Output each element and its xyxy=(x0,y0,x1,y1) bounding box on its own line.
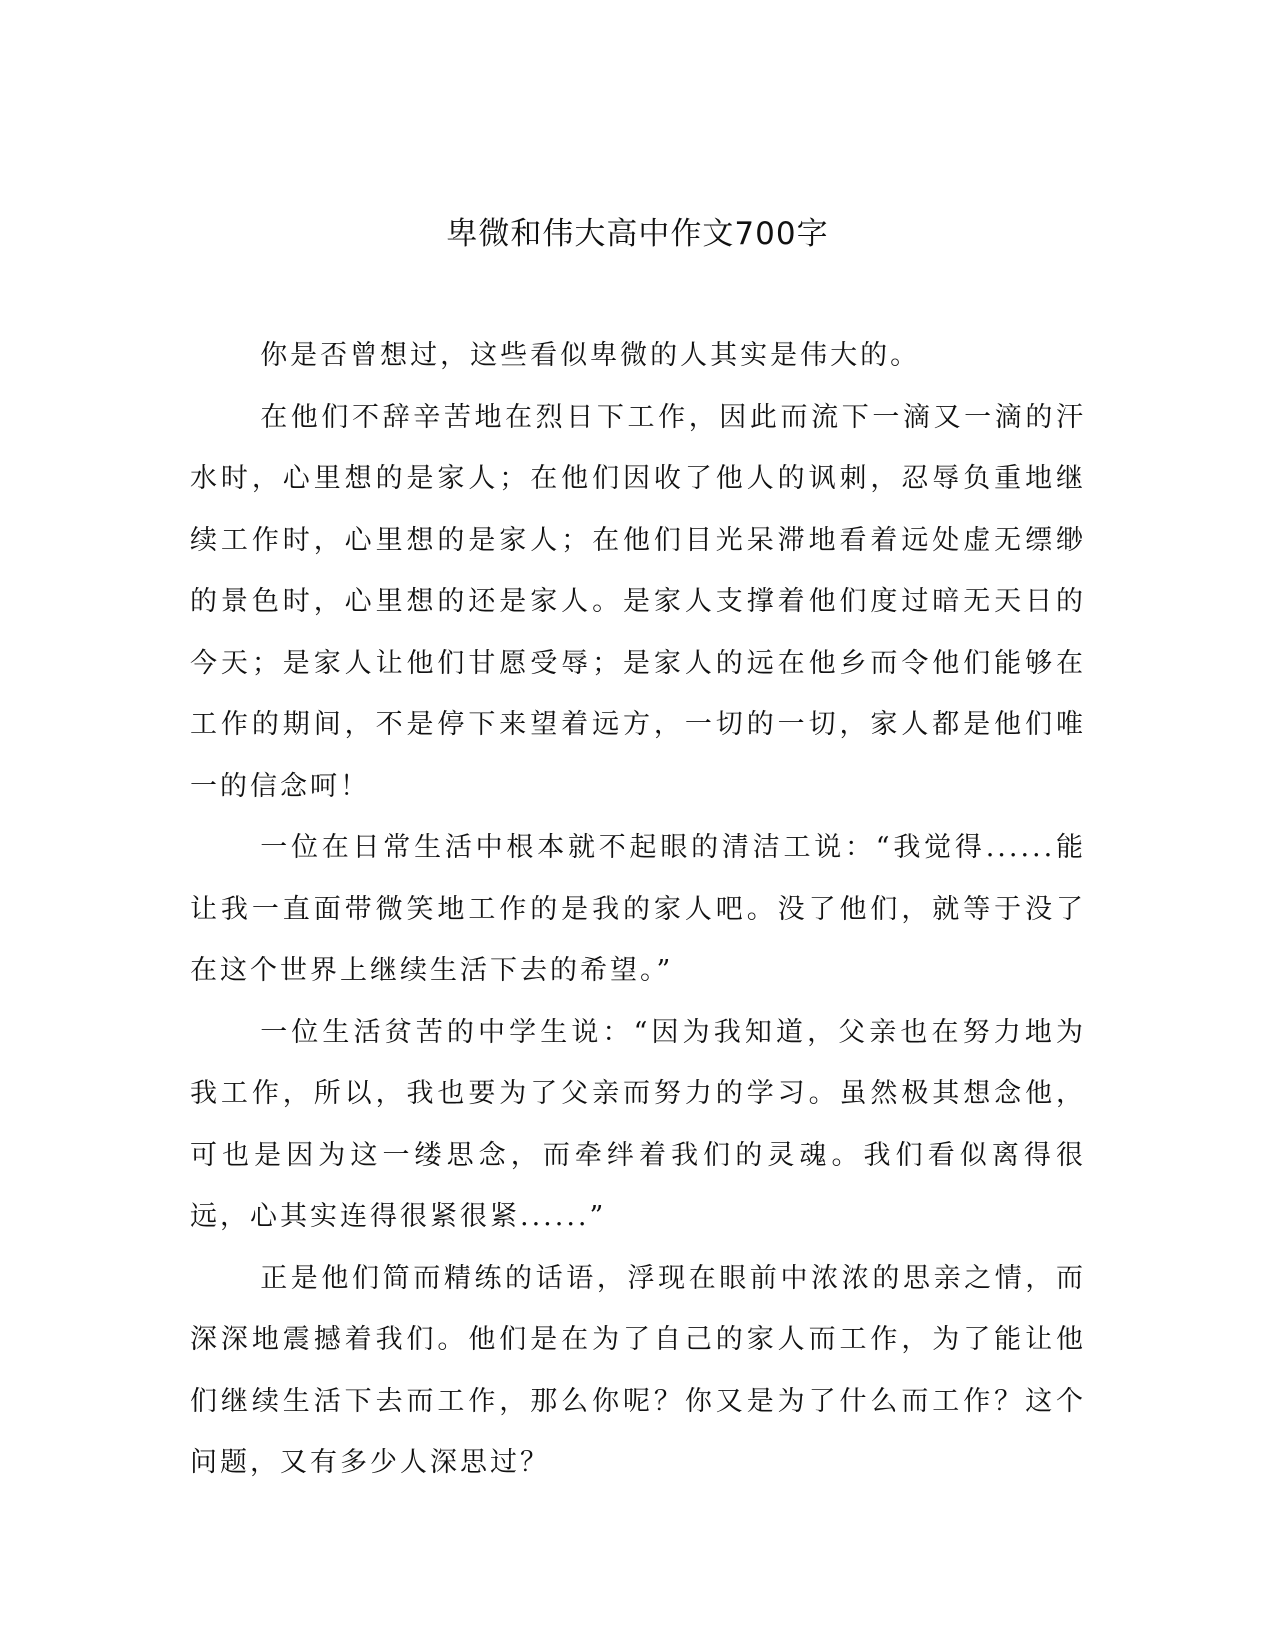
document-body xyxy=(190,325,1086,1494)
document-title: 卑微和伟大高中作文700字 xyxy=(446,216,829,252)
paragraph: 正是他们简而精练的话语，浮现在眼前中浓浓的思亲之情，而深深地震撼着我们。他们是在为了自己的家人而工作，为了能让他们继续生活下去而工作，那么你呢？你又是为了什么而工作？这个问题，又有多少人深思过？ xyxy=(190,1262,1086,1478)
paragraph: 一位生活贫苦的中学生说：“因为我知道，父亲也在努力地为我工作，所以，我也要为了父亲而努力的学习。虽然极其想念他，可也是因为这一缕思念，而牵绊着我们的灵魂。我们看似离得很远，心其实连得很紧很紧......” xyxy=(190,1016,1086,1232)
paragraph: 一位在日常生活中根本就不起眼的清洁工说：“我觉得......能让我一直面带微笑地工作的是我的家人吧。没了他们，就等于没了在这个世界上继续生活下去的希望。” xyxy=(190,832,1086,986)
paragraph: 在他们不辞辛苦地在烈日下工作，因此而流下一滴又一滴的汗水时，心里想的是家人；在他们因收了他人的讽刺，忍辱负重地继续工作时，心里想的是家人；在他们目光呆滞地看着远处虚无缥缈的景色时，心里想的还是家人。是家人支撑着他们度过暗无天日的今天；是家人让他们甘愿受辱；是家人的远在他乡而令他们能够在工作的期间，不是停下来望着远方，一切的一切，家人都是他们唯一的信念呵！ xyxy=(190,401,1086,802)
paragraph: 你是否曾想过，这些看似卑微的人其实是伟大的。 xyxy=(260,340,921,371)
